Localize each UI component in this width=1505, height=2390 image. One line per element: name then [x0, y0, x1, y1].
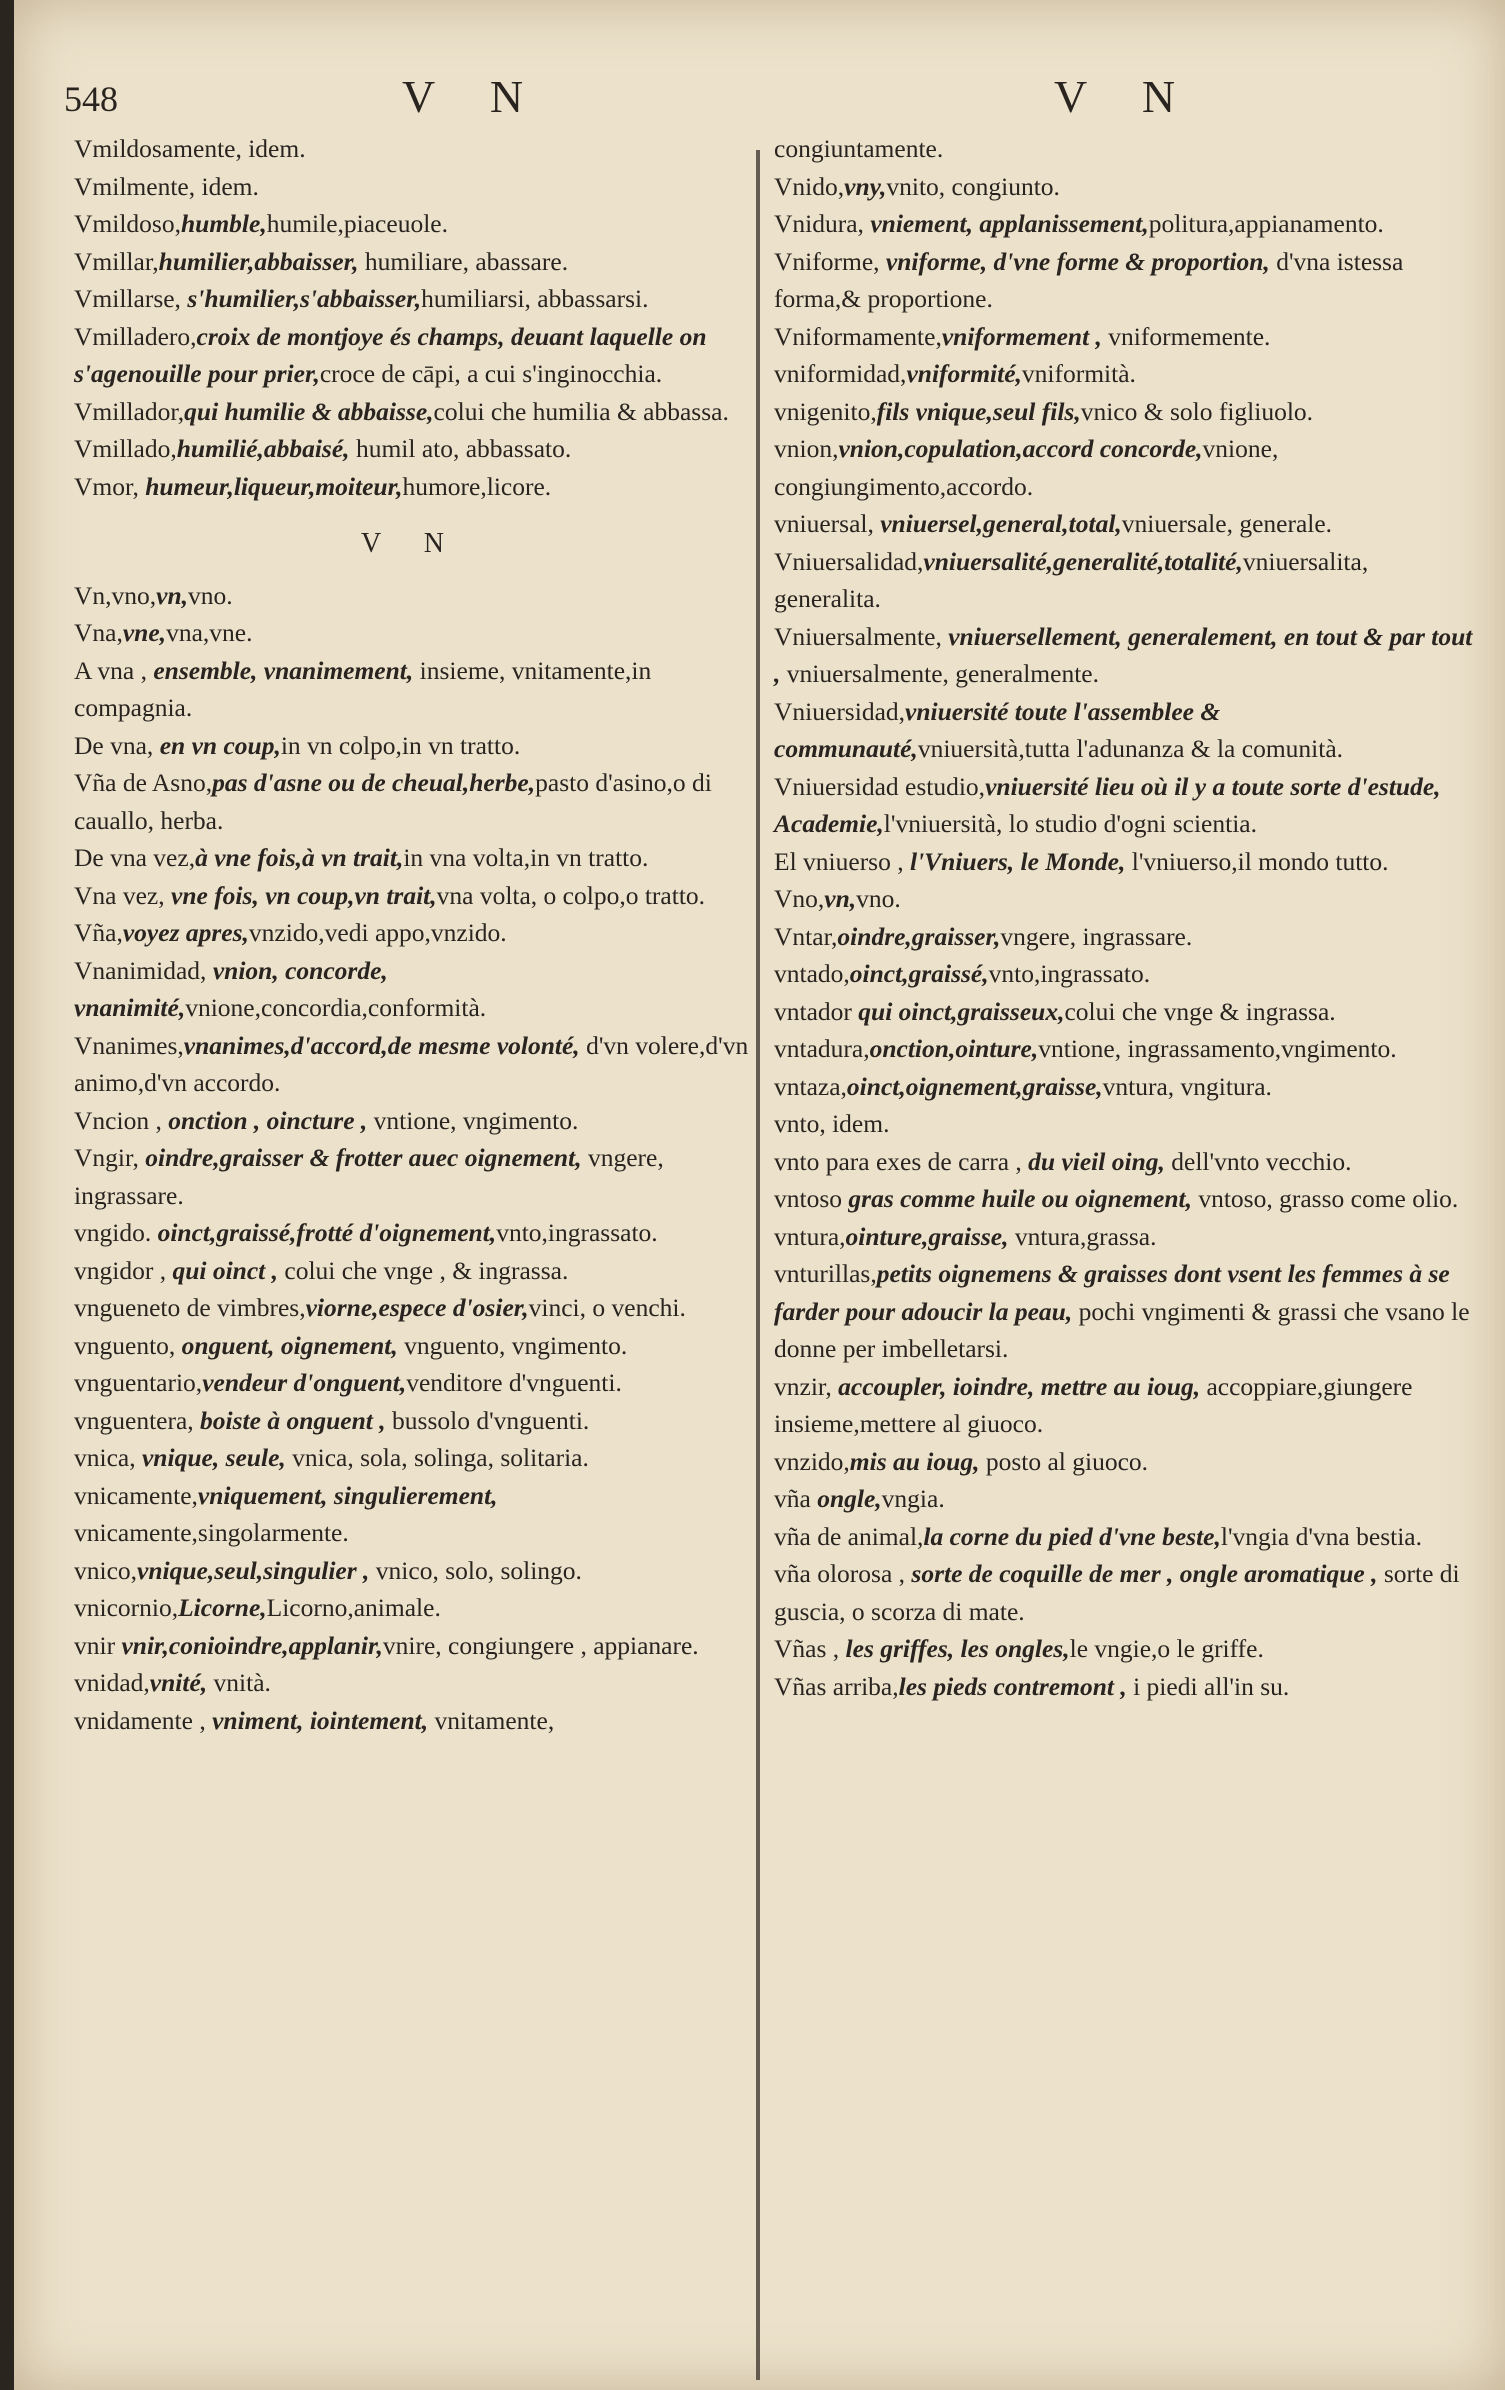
section-heading: V N: [361, 528, 462, 559]
french-gloss: vniuersellement, generalement, en tout & par tout ,: [774, 621, 1473, 688]
italian-gloss: vno.: [856, 884, 901, 913]
headword: Vñas arriba,: [774, 1671, 899, 1701]
dictionary-entry: [774, 543, 1474, 618]
headword: Vmor,: [74, 471, 146, 501]
headword: Vmillador,: [74, 396, 185, 426]
headword: vngueneto de vimbres,: [74, 1293, 306, 1322]
dictionary-entry: [74, 914, 749, 952]
french-gloss: mis au ioug,: [849, 1446, 980, 1476]
italian-gloss: vntura,grassa.: [1008, 1221, 1157, 1251]
french-gloss: vnion, concorde, vnanimité,: [74, 955, 388, 1022]
dictionary-entry: [774, 355, 1474, 393]
italian-gloss: posto al giuoco.: [979, 1446, 1149, 1476]
italian-gloss: Licorno,animale.: [266, 1593, 441, 1622]
headword: Vna,: [74, 618, 123, 647]
italian-gloss: vniformità.: [1021, 359, 1136, 388]
french-gloss: oinct,oignement,graisse,: [846, 1071, 1103, 1101]
italian-gloss: vngere, ingrassare.: [1000, 921, 1193, 951]
headword: Vna vez,: [74, 880, 171, 910]
running-head-right: V N: [1054, 71, 1198, 122]
french-gloss: vnique,seul,singulier ,: [137, 1555, 370, 1585]
italian-gloss: vngia.: [881, 1484, 945, 1513]
french-gloss: accoupler, ioindre, mettre au ioug,: [838, 1371, 1201, 1401]
french-gloss: fils vnique,seul fils,: [876, 396, 1081, 426]
french-gloss: du vieil oing,: [1028, 1146, 1165, 1176]
italian-gloss: vnicamente,singolarmente.: [74, 1518, 349, 1547]
italian-gloss: colui che vnge & ingrassa.: [1064, 996, 1336, 1026]
french-gloss: à vne fois,à vn trait,: [195, 843, 404, 872]
italian-gloss: humore,licore.: [402, 471, 552, 501]
french-gloss: ointure,graisse,: [845, 1221, 1009, 1251]
italian-gloss: le vngie,o le griffe.: [1069, 1634, 1264, 1663]
french-gloss: vn,: [824, 884, 857, 913]
dictionary-entry: [74, 1589, 749, 1627]
dictionary-entry: [74, 243, 749, 281]
headword: vnidad,: [74, 1668, 150, 1697]
italian-gloss: croce de cāpi, a cui s'inginocchia.: [319, 359, 663, 388]
italian-gloss: vno.: [188, 580, 233, 610]
french-gloss: vendeur d'onguent,: [202, 1368, 407, 1397]
french-gloss: onction , oincture ,: [168, 1105, 368, 1135]
dictionary-entry: [74, 839, 749, 877]
french-gloss: qui oinct ,: [172, 1255, 279, 1285]
dictionary-entry: [774, 1030, 1474, 1068]
italian-gloss: colui che humilia & abbassa.: [433, 396, 729, 426]
italian-gloss: vnzido,vedi appo,vnzido.: [248, 918, 507, 947]
italian-gloss: l'vniuersità, lo studio d'ogni scientia.: [883, 809, 1257, 838]
headword: vnidamente ,: [74, 1705, 213, 1735]
dictionary-entry: [774, 693, 1474, 768]
headword: Vniforme,: [774, 246, 886, 276]
dictionary-entry: [74, 727, 749, 765]
dictionary-entry: [774, 618, 1474, 693]
dictionary-entry: [774, 505, 1474, 543]
headword: vnzido,: [774, 1446, 850, 1476]
french-gloss: vne fois, vn coup,vn trait,: [171, 880, 437, 910]
italian-gloss: congiuntamente.: [774, 134, 944, 163]
italian-gloss: vnico, solo, solingo.: [369, 1555, 582, 1585]
french-gloss: qui oinct,graisseux,: [858, 996, 1065, 1026]
italian-gloss: vntione, vngimento.: [367, 1105, 579, 1135]
french-gloss: humeur,liqueur,moiteur,: [145, 471, 403, 501]
book-page: [14, 0, 1505, 2390]
italian-gloss: in vn colpo,in vn tratto.: [280, 730, 521, 760]
dictionary-entry: [774, 843, 1474, 881]
french-gloss: la corne du pied d'vne beste,: [923, 1521, 1221, 1551]
dictionary-entry: [74, 280, 749, 318]
dictionary-entry: [74, 130, 749, 168]
italian-gloss: insieme, vnitamente,in compagnia.: [74, 655, 652, 722]
italian-gloss: colui che vnge , & ingrassa.: [278, 1255, 569, 1285]
italian-gloss: vniuersità,tutta l'adunanza & la comunità.: [917, 734, 1344, 763]
dictionary-entry: [74, 1214, 749, 1252]
french-gloss: vnanimes,d'accord,de mesme volonté,: [183, 1030, 580, 1060]
french-gloss: Licorne,: [178, 1593, 267, 1622]
french-gloss: onction,ointure,: [869, 1034, 1039, 1063]
italian-gloss: d'vn volere,d'vn animo,d'vn accordo.: [74, 1030, 749, 1097]
french-gloss: s'humilier,s'abbaisser,: [187, 284, 422, 313]
french-gloss: vniement, applanissement,: [870, 209, 1149, 238]
headword: vña de animal,: [774, 1521, 924, 1551]
dictionary-entry: [774, 993, 1474, 1031]
headword: vntura,: [774, 1221, 846, 1251]
italian-gloss: vnitamente,: [428, 1705, 555, 1735]
dictionary-entry: [774, 1068, 1474, 1106]
headword: Vña,: [74, 918, 123, 947]
left-column: [74, 130, 749, 1739]
italian-gloss: vnguento, vngimento.: [397, 1330, 628, 1360]
french-gloss: l'Vniuers, le Monde,: [909, 846, 1126, 876]
french-gloss: voyez apres,: [122, 918, 249, 947]
french-gloss: oindre,graisser,: [837, 921, 1001, 951]
headword: Vmillar,: [74, 246, 159, 276]
italian-gloss: , idem.: [235, 134, 306, 163]
italian-gloss: dell'vnto vecchio.: [1164, 1146, 1352, 1176]
french-gloss: ensemble, vnanimement,: [153, 655, 414, 685]
dictionary-entry: [74, 430, 749, 468]
dictionary-entry: [774, 1180, 1474, 1218]
dictionary-entry: [74, 1364, 749, 1402]
headword: vnigenito,: [774, 396, 877, 426]
french-gloss: vniuersité toute l'assemblee & communauté,: [774, 696, 1221, 763]
dictionary-entry: [74, 205, 749, 243]
headword: vniuersal,: [774, 509, 881, 538]
dictionary-entry: [774, 1518, 1474, 1556]
italian-gloss: sorte di guscia, o scorza di mate.: [774, 1559, 1460, 1626]
italian-gloss: pasto d'asino,o di cauallo, herba.: [74, 768, 712, 835]
dictionary-entry: [774, 130, 1474, 168]
italian-gloss: vnito, congiunto.: [886, 171, 1060, 201]
italian-gloss: vna,vne.: [166, 618, 253, 647]
french-gloss: sorte de coquille de mer , ongle aromatique ,: [911, 1559, 1378, 1588]
dictionary-entry: [74, 1252, 749, 1290]
dictionary-entry: [774, 1480, 1474, 1518]
dictionary-entry: [74, 952, 749, 1027]
french-gloss: oinct,graissé,: [849, 959, 989, 988]
italian-gloss: pochi vngimenti & grassi che vsano le donne per imbelletarsi.: [774, 1296, 1470, 1363]
dictionary-entry: [74, 1139, 749, 1214]
dictionary-entry: [74, 1702, 749, 1740]
italian-gloss: vnione,concordia,conformità.: [185, 993, 487, 1022]
dictionary-entry: [74, 577, 749, 615]
dictionary-entry: [74, 1102, 749, 1140]
french-gloss: gras comme huile ou oignement,: [848, 1184, 1192, 1213]
headword: vnion,: [774, 434, 839, 463]
dictionary-entry: [774, 1105, 1474, 1143]
headword: vnguentera,: [74, 1405, 201, 1435]
dictionary-entry: [774, 768, 1474, 843]
dictionary-entry: [774, 918, 1474, 956]
headword: Vno,: [774, 884, 825, 913]
french-gloss: onguent, oignement,: [181, 1330, 398, 1360]
french-gloss: qui humilie & abbaisse,: [184, 396, 434, 426]
french-gloss: ongle,: [817, 1484, 882, 1513]
french-gloss: vniuersel,general,total,: [880, 509, 1122, 538]
french-gloss: vniformement ,: [941, 321, 1102, 351]
headword: vnica,: [74, 1443, 142, 1472]
french-gloss: croix de montjoye és champs, deuant laquelle on s'agenouille pour prier,: [74, 321, 707, 388]
headword: Vniuersidad estudio,: [774, 771, 986, 801]
headword: Vncion ,: [74, 1105, 169, 1135]
dictionary-entry: [74, 614, 749, 652]
headword: Vnanimidad,: [74, 955, 213, 985]
headword: De vna,: [74, 730, 160, 760]
italian-gloss: vniformemente.: [1101, 321, 1271, 351]
headword: Vnido,: [774, 171, 845, 201]
italian-gloss: vntura, vngitura.: [1102, 1071, 1272, 1101]
italian-gloss: , idem.: [819, 1109, 890, 1138]
page-number: 548: [64, 79, 118, 119]
dictionary-entry: [74, 318, 749, 393]
italian-gloss: d'vna istessa forma,& proportione.: [774, 246, 1404, 313]
dictionary-entry: [774, 393, 1474, 431]
headword: Vniuersidad,: [774, 696, 906, 726]
italian-gloss: bussolo d'vnguenti.: [385, 1405, 590, 1435]
italian-gloss: l'vngia d'vna bestia.: [1220, 1521, 1422, 1551]
italian-gloss: vniuersalmente, generalmente.: [780, 659, 1099, 688]
headword: Vnanimes,: [74, 1030, 184, 1060]
french-gloss: humilié,abbaisé,: [176, 434, 350, 463]
italian-gloss: vnto,ingrassato.: [496, 1218, 658, 1247]
headword: A vna ,: [74, 655, 154, 685]
french-gloss: humble,: [180, 209, 267, 238]
french-gloss: viorne,espece d'osier,: [305, 1293, 529, 1322]
dictionary-entry: [774, 430, 1474, 505]
italian-gloss: venditore d'vnguenti.: [406, 1368, 622, 1397]
headword: vña: [774, 1484, 818, 1513]
italian-gloss: vntione, ingrassamento,vngimento.: [1038, 1034, 1397, 1063]
dictionary-entry: [74, 877, 749, 915]
french-gloss: vne,: [122, 618, 167, 647]
dictionary-entry: [74, 1627, 749, 1665]
italian-gloss: vnico & solo figliuolo.: [1080, 396, 1314, 426]
dictionary-entry: [74, 1439, 749, 1477]
dictionary-entry: [74, 1477, 749, 1552]
headword: vntaza,: [774, 1071, 847, 1101]
headword: vntador: [774, 996, 859, 1026]
italian-gloss: i piedi all'in su.: [1126, 1671, 1290, 1701]
headword: Vniformamente,: [774, 321, 942, 351]
french-gloss: vniuersité lieu où il y a toute sorte d'estude, Academie,: [774, 771, 1441, 838]
headword: Vn,vno,: [74, 580, 157, 610]
dictionary-entry: [774, 1143, 1474, 1181]
headword: Vmilmente: [74, 171, 189, 201]
italian-gloss: vna volta, o colpo,o tratto.: [436, 880, 706, 910]
italian-gloss: vntoso, grasso come olio.: [1191, 1184, 1459, 1213]
french-gloss: vn,: [156, 580, 189, 610]
dictionary-entry: [774, 318, 1474, 356]
french-gloss: vniment, iointement,: [212, 1705, 429, 1735]
dictionary-entry: [74, 168, 749, 206]
dictionary-entry: [774, 1668, 1474, 1706]
headword: vnico,: [74, 1555, 138, 1585]
french-gloss: vny,: [844, 171, 887, 201]
italian-gloss: vniuersale, generale.: [1121, 509, 1333, 538]
headword: Vniuersalidad,: [774, 546, 924, 576]
headword: Vmildoso,: [74, 209, 181, 238]
dictionary-entry: [74, 764, 749, 839]
french-gloss: oinct,graissé,frotté d'oignement,: [157, 1218, 497, 1247]
french-gloss: vnité,: [149, 1668, 208, 1697]
italian-gloss: humiliare, abassare.: [358, 246, 569, 276]
headword: Vñas ,: [774, 1634, 846, 1663]
italian-gloss: , idem.: [188, 171, 259, 201]
italian-gloss: vnione, congiungimento,accordo.: [774, 434, 1279, 501]
italian-gloss: humil ato, abbassato.: [349, 434, 572, 463]
headword: Vmillarse,: [74, 284, 188, 313]
dictionary-entry: [74, 1327, 749, 1365]
italian-gloss: accoppiare,giungere insieme,mettere al giuoco.: [774, 1371, 1413, 1438]
page-gutter: [756, 150, 760, 2380]
dictionary-entry: [774, 205, 1474, 243]
dictionary-entry: [774, 1255, 1474, 1368]
french-gloss: vniquement, singulierement,: [197, 1480, 498, 1510]
headword: Vngir,: [74, 1143, 146, 1172]
french-gloss: pas d'asne ou de cheual,herbe,: [212, 768, 536, 797]
headword: vntadura,: [774, 1034, 870, 1063]
running-head-left: V N: [402, 71, 546, 122]
headword: Vntar,: [774, 921, 838, 951]
dictionary-entry: [774, 1218, 1474, 1256]
french-gloss: vniformité,: [906, 359, 1022, 388]
italian-gloss: vngere, ingrassare.: [74, 1143, 664, 1210]
dictionary-entry: [774, 1555, 1474, 1630]
french-gloss: les griffes, les ongles,: [845, 1634, 1070, 1663]
french-gloss: en vn coup,: [159, 730, 281, 760]
italian-gloss: vnire, congiungere , appianare.: [382, 1630, 699, 1660]
headword: vnto: [774, 1109, 820, 1138]
dictionary-entry: [774, 1630, 1474, 1668]
headword: vntoso: [774, 1184, 849, 1213]
headword: El vniuerso ,: [774, 846, 910, 876]
french-gloss: vniforme, d'vne forme & proportion,: [885, 246, 1270, 276]
italian-gloss: l'vniuerso,il mondo tutto.: [1125, 846, 1389, 876]
italian-gloss: vnità.: [207, 1668, 271, 1697]
headword: vnir: [74, 1630, 122, 1660]
french-gloss: vnir,conioindre,applanir,: [121, 1630, 383, 1660]
french-gloss: oindre,graisser & frotter auec oignement,: [145, 1143, 582, 1172]
dictionary-entry: [74, 1552, 749, 1590]
italian-gloss: humiliarsi, abbassarsi.: [421, 284, 649, 313]
french-gloss: vniuersalité,generalité,totalité,: [923, 546, 1243, 576]
italian-gloss: vnto,ingrassato.: [988, 959, 1151, 988]
dictionary-entry: [774, 1443, 1474, 1481]
italian-gloss: vniuersalita, generalita.: [774, 546, 1369, 613]
headword: vntado,: [774, 959, 850, 988]
italian-gloss: vinci, o venchi.: [528, 1293, 686, 1322]
headword: Vña de Asno,: [74, 768, 213, 797]
right-column: [774, 130, 1474, 1705]
headword: vña olorosa ,: [774, 1559, 912, 1588]
french-gloss: boiste à onguent ,: [200, 1405, 386, 1435]
headword: vnguento,: [74, 1330, 182, 1360]
headword: Vmillado,: [74, 434, 177, 463]
italian-gloss: humile,piaceuole.: [266, 209, 448, 238]
headword: vnzir,: [774, 1371, 839, 1401]
italian-gloss: vnica, sola, solinga, solitaria.: [285, 1443, 589, 1472]
dictionary-entry: [74, 652, 749, 727]
headword: vnturillas,: [774, 1259, 877, 1288]
headword: vngido.: [74, 1218, 158, 1247]
italian-gloss: in vna volta,in vn tratto.: [403, 843, 649, 872]
french-gloss: humilier,abbaisser,: [158, 246, 359, 276]
headword: vnicornio,: [74, 1593, 179, 1622]
french-gloss: les pieds contremont ,: [898, 1671, 1127, 1701]
headword: vniformidad,: [774, 359, 907, 388]
headword: vnguentario,: [74, 1368, 203, 1397]
dictionary-entry: [74, 393, 749, 431]
headword: Vnidura,: [774, 209, 871, 238]
headword: Vmilladero,: [74, 321, 197, 351]
dictionary-entry: [774, 1368, 1474, 1443]
french-gloss: vnique, seule,: [141, 1443, 286, 1472]
headword: De vna vez,: [74, 843, 196, 872]
dictionary-entry: [74, 1289, 749, 1327]
headword: Vniuersalmente,: [774, 621, 949, 651]
french-gloss: vnion,copulation,accord concorde,: [838, 434, 1203, 463]
dictionary-entry: [774, 243, 1474, 318]
dictionary-entry: [74, 1402, 749, 1440]
dictionary-entry: [74, 1664, 749, 1702]
headword: vngidor ,: [74, 1255, 173, 1285]
dictionary-entry: [74, 468, 749, 506]
headword: Vmildosamente: [74, 134, 236, 163]
french-gloss: petits oignemens & graisses dont vsent les femmes à se farder pour adoucir la peau,: [774, 1259, 1450, 1326]
dictionary-entry: [74, 1027, 749, 1102]
dictionary-entry: [774, 168, 1474, 206]
headword: vnto para exes de carra ,: [774, 1146, 1029, 1176]
italian-gloss: politura,appianamento.: [1148, 209, 1384, 238]
headword: vnicamente,: [74, 1480, 198, 1510]
dictionary-entry: [774, 880, 1474, 918]
dictionary-entry: [774, 955, 1474, 993]
